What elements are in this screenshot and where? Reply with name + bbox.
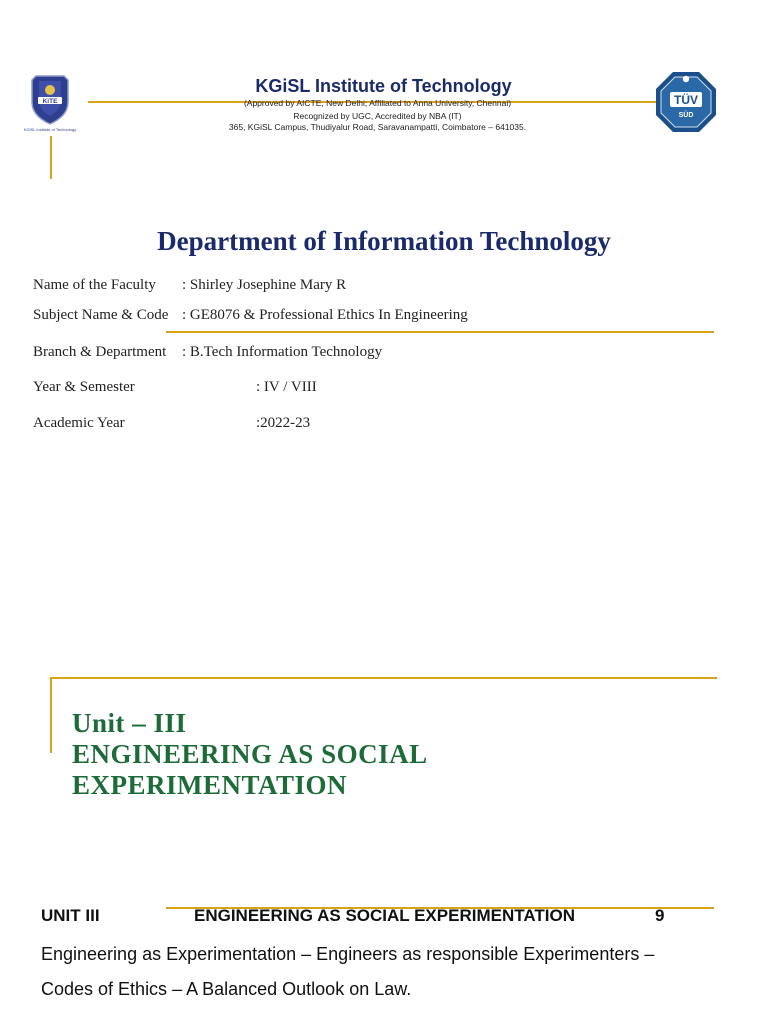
syllabus-title: ENGINEERING AS SOCIAL EXPERIMENTATION [194, 906, 575, 925]
unit-left-rule [50, 677, 52, 753]
institute-recognition-line: Recognized by UGC, Accredited by NBA (IT) [293, 111, 462, 121]
header-vertical-rule [50, 136, 52, 179]
info-row-academic-year [33, 415, 311, 432]
info-rule [166, 331, 714, 333]
svg-text:KiTE: KiTE [42, 98, 58, 105]
unit-heading [72, 708, 428, 801]
info-value: : Shirley Josephine Mary R [182, 277, 347, 293]
syllabus-unit-label: UNIT III [41, 906, 100, 925]
svg-text:TÜV: TÜV [674, 93, 698, 107]
svg-text:KGiSL Institute of Technology: KGiSL Institute of Technology [23, 127, 77, 132]
svg-text:SÜD: SÜD [678, 112, 694, 119]
info-value: : GE8076 & Professional Ethics In Engineering [182, 307, 468, 323]
info-row-faculty [33, 277, 347, 294]
syllabus-content [41, 937, 721, 1007]
kite-crest-icon [12, 72, 88, 134]
syllabus-line: Engineering as Experimentation – Engineers as responsible Experimenters – [41, 944, 655, 964]
unit-number: Unit – III [72, 708, 187, 738]
info-label: Branch & Department [33, 344, 167, 360]
institute-address-line: 365, KGiSL Campus, Thudiyalur Road, Saravanampatti, Coimbatore – 641035. [228, 122, 527, 132]
unit-title-line2: EXPERIMENTATION [72, 770, 348, 800]
info-value: : B.Tech Information Technology [182, 344, 383, 360]
unit-top-rule [50, 677, 717, 679]
info-label: Year & Semester [33, 379, 135, 395]
tuv-sud-certification-icon [655, 71, 717, 133]
info-row-subject [33, 307, 468, 324]
info-label: Name of the Faculty [33, 277, 156, 293]
info-label: Academic Year [33, 415, 125, 431]
institute-name: KGiSL Institute of Technology [150, 76, 617, 97]
syllabus-hours: 9 [655, 906, 665, 925]
syllabus-line: Codes of Ethics – A Balanced Outlook on Law. [41, 979, 412, 999]
info-row-year-semester [33, 379, 317, 396]
info-value: : IV / VIII [256, 379, 317, 395]
info-label: Subject Name & Code [33, 307, 169, 323]
kite-logo [12, 72, 88, 134]
tuv-sud-logo [655, 71, 717, 133]
info-row-branch [33, 344, 383, 361]
info-value: :2022-23 [256, 415, 311, 431]
institute-approval-line: (Approved by AICTE, New Delhi; Affiliated to Anna University, Chennai) [243, 98, 512, 108]
department-title: Department of Information Technology [157, 226, 611, 256]
unit-title-line1: ENGINEERING AS SOCIAL [72, 739, 428, 769]
